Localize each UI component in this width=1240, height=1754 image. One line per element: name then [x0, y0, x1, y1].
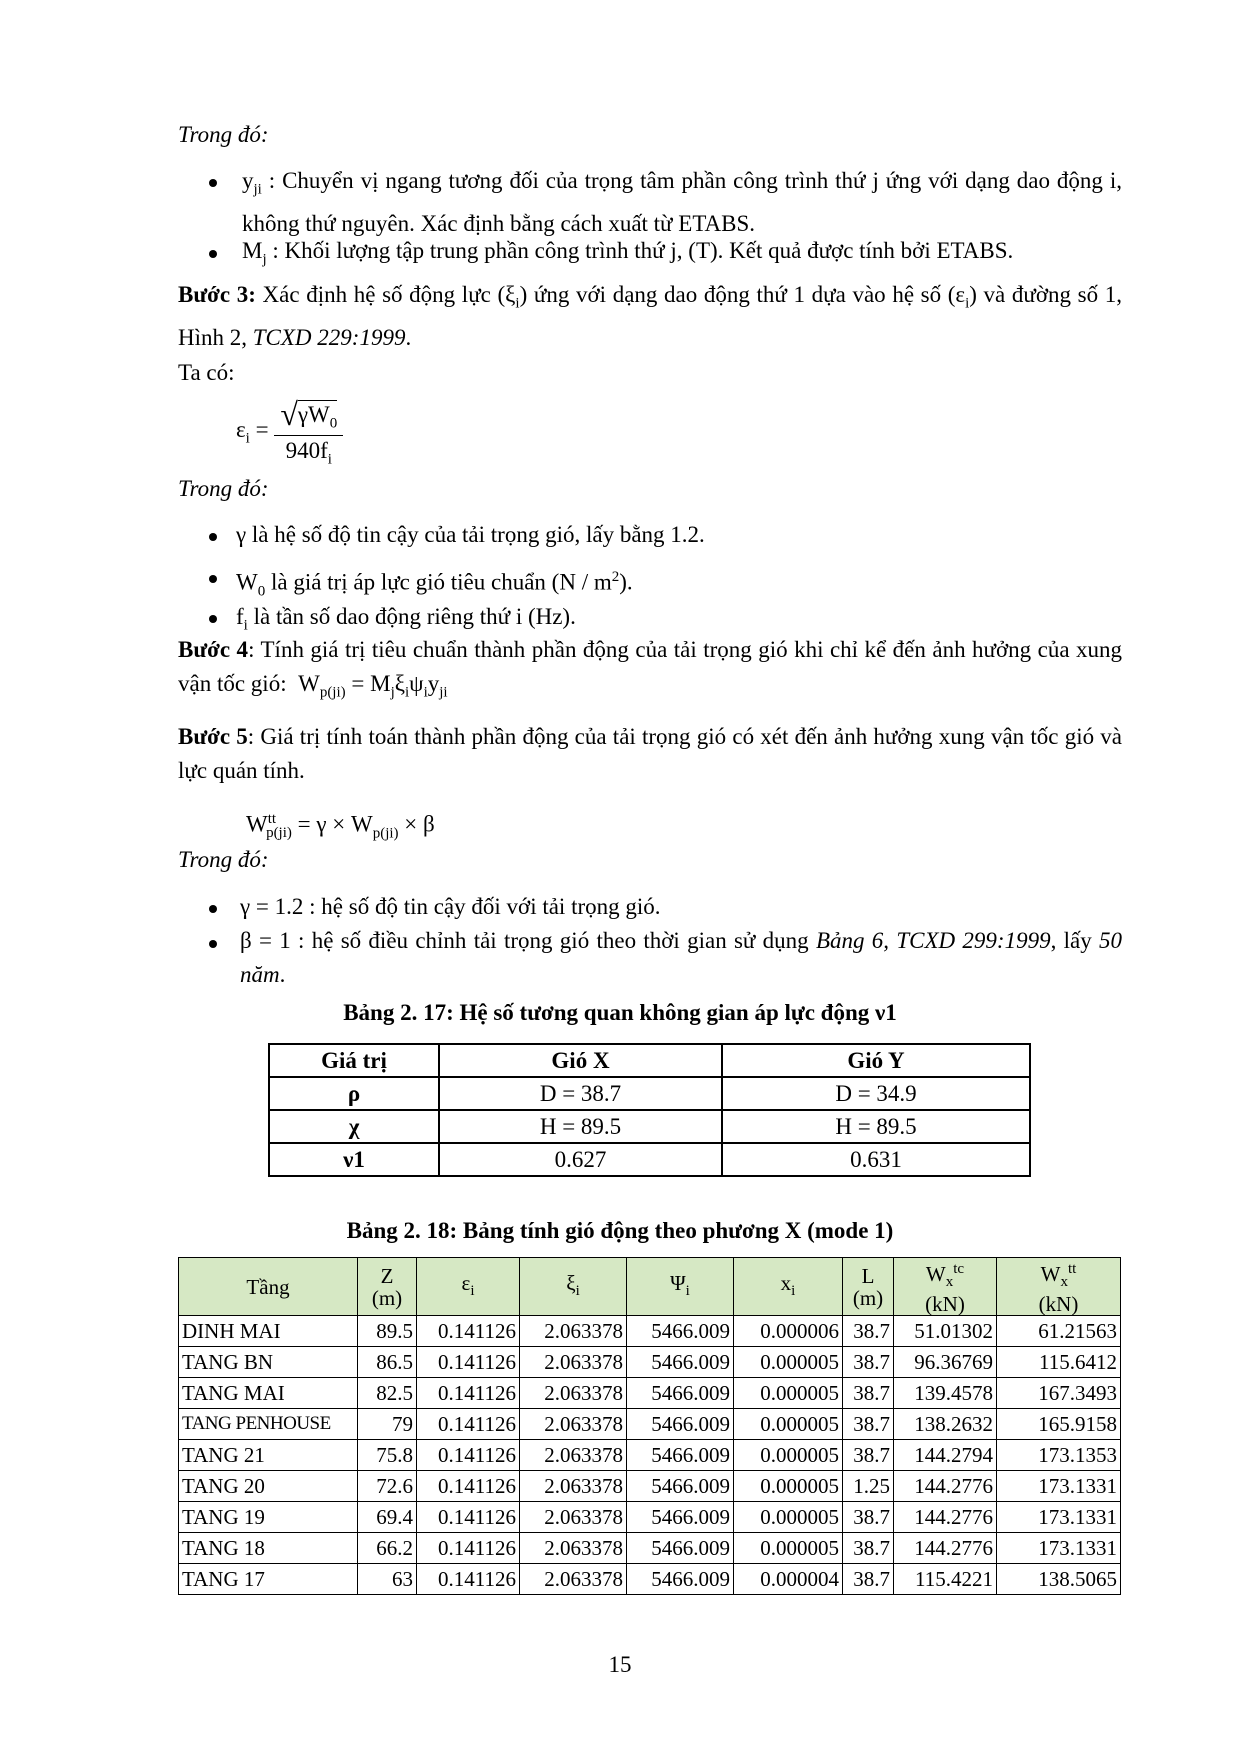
equation-wtt: $W^{tt}_{p(ji)} = \gamma \times W_{p(ji)} \times \beta$: [246, 811, 435, 842]
eq1-lhs-sub: i: [245, 430, 250, 447]
buoc-3-reference: TCXD 229:1999: [252, 324, 406, 350]
table-cell: 165.9158: [997, 1409, 1121, 1440]
eq1-denominator: 940f: [285, 438, 328, 463]
y-description: : Chuyển vị ngang tương đối của trọng tâm phần công trình thứ j ứng với dạng dao động i, không thứ nguyên. Xác định bằng cách xuất từ ETABS.: [242, 168, 1122, 236]
header-tang: Tầng: [179, 1258, 358, 1316]
eq1-fraction: [274, 396, 343, 469]
table-cell: 2.063378: [520, 1409, 627, 1440]
buoc-3-text: ) ứng với dạng dao động thứ 1 dựa vào hệ số (ε: [519, 282, 966, 307]
table-row: [269, 1143, 1030, 1176]
trong-do-heading-3: Trong đó:: [178, 847, 269, 872]
table-cell: 0.141126: [417, 1502, 520, 1533]
table-cell: ρ: [269, 1077, 439, 1110]
table-cell: 38.7: [843, 1409, 894, 1440]
table-cell: 69.4: [358, 1502, 417, 1533]
table-cell: 144.2776: [894, 1533, 997, 1564]
table-cell: 1.25: [843, 1471, 894, 1502]
table-row: [179, 1564, 1121, 1595]
table-cell: 5466.009: [627, 1471, 734, 1502]
header-wtt: $W_x^{tt}$ (kN): [997, 1258, 1121, 1316]
tang-name-cell: DINH MAI: [179, 1316, 358, 1347]
table-cell: 2.063378: [520, 1316, 627, 1347]
header-x: $x_i$: [734, 1258, 843, 1316]
w0-symbol: W: [236, 569, 258, 595]
w0-sub: 0: [257, 583, 266, 600]
table-cell: 0.627: [439, 1143, 722, 1176]
m-description: : Khối lượng tập trung phần công trình thứ j, (T). Kết quả được tính bởi ETABS.: [266, 238, 1014, 263]
tang-name-cell: TANG 21: [179, 1440, 358, 1471]
table-cell: D = 34.9: [722, 1077, 1030, 1110]
table-cell: 5466.009: [627, 1533, 734, 1564]
beta-reference: Bảng 6, TCXD 299:1999: [815, 928, 1051, 953]
table-cell: H = 89.5: [439, 1110, 722, 1143]
table-cell: 0.141126: [417, 1316, 520, 1347]
table-cell: 2.063378: [520, 1502, 627, 1533]
buoc-3-text: .: [405, 324, 412, 350]
table-cell: 138.2632: [894, 1409, 997, 1440]
beta-value: β = 1: [240, 928, 291, 953]
fi-text: là tần số dao động riêng thứ i (Hz).: [247, 604, 576, 629]
trong-do-heading-2: Trong đó:: [178, 476, 269, 501]
w0-text-end: ).: [619, 569, 633, 595]
table-cell: 0.141126: [417, 1564, 520, 1595]
table-cell: 5466.009: [627, 1316, 734, 1347]
header-z: Z (m): [358, 1258, 417, 1316]
bullet-dot: [209, 905, 217, 913]
table-cell: 82.5: [358, 1378, 417, 1409]
bullet-dot: [209, 575, 217, 583]
table-cell: 38.7: [843, 1502, 894, 1533]
table-cell: 173.1353: [997, 1440, 1121, 1471]
tang-name-cell: TANG 17: [179, 1564, 358, 1595]
table-cell: 79: [358, 1409, 417, 1440]
table-cell: 51.01302: [894, 1316, 997, 1347]
table-cell: 5466.009: [627, 1378, 734, 1409]
table-cell: 0.141126: [417, 1347, 520, 1378]
tang-name-cell: TANG BN: [179, 1347, 358, 1378]
table-cell: 5466.009: [627, 1440, 734, 1471]
table-cell: 72.6: [358, 1471, 417, 1502]
table-cell: 2.063378: [520, 1564, 627, 1595]
sqrt-icon: √: [280, 396, 298, 432]
table-cell: 144.2776: [894, 1502, 997, 1533]
table-cell: 173.1331: [997, 1533, 1121, 1564]
header-psi: $\Psi_i$: [627, 1258, 734, 1316]
m-sub: j: [262, 251, 267, 268]
table-cell: 2.063378: [520, 1378, 627, 1409]
table-cell: 38.7: [843, 1347, 894, 1378]
buoc-3-paragraph: [178, 278, 1122, 355]
trong-do-heading-1: Trong đó:: [178, 122, 269, 147]
table-cell: 75.8: [358, 1440, 417, 1471]
table-cell: 2.063378: [520, 1533, 627, 1564]
table-cell: 167.3493: [997, 1378, 1121, 1409]
table-cell: 144.2776: [894, 1471, 997, 1502]
tang-name-cell: TANG 19: [179, 1502, 358, 1533]
table-row: [179, 1316, 1121, 1347]
table-cell: 38.7: [843, 1440, 894, 1471]
bullet-beta: [240, 924, 1122, 992]
w0-sup: 2: [611, 569, 620, 585]
table-cell: 38.7: [843, 1564, 894, 1595]
table-cell: 5466.009: [627, 1409, 734, 1440]
y-sub: ji: [253, 181, 262, 198]
y-symbol: y: [242, 168, 254, 193]
table-cell: 61.21563: [997, 1316, 1121, 1347]
buoc-3-label: Bước 3:: [178, 282, 256, 307]
table-cell: 5466.009: [627, 1347, 734, 1378]
table-cell: 173.1331: [997, 1502, 1121, 1533]
buoc-5-label: Bước 5: [178, 724, 248, 749]
table-header-cell: Giá trị: [269, 1044, 439, 1077]
eq1-equals: =: [249, 417, 275, 442]
table-18-body: [179, 1316, 1121, 1595]
buoc-3-text: ) và đường số 1, Hình 2,: [178, 282, 1123, 350]
table-cell: 0.000005: [734, 1378, 843, 1409]
bullet-gamma: γ là hệ số độ tin cậy của tải trọng gió, lấy bằng 1.2.: [236, 522, 705, 547]
table-cell: 0.000005: [734, 1347, 843, 1378]
table-cell: 5466.009: [627, 1564, 734, 1595]
table-18-caption: Bảng 2. 18: Bảng tính gió động theo phương X (mode 1): [346, 1218, 894, 1243]
buoc-3-text: Xác định hệ số động lực (ξ: [255, 282, 516, 307]
table-cell: 0.000006: [734, 1316, 843, 1347]
table-cell: 89.5: [358, 1316, 417, 1347]
bullet-dot: [209, 615, 217, 623]
table-row: [179, 1409, 1121, 1440]
table-cell: 2.063378: [520, 1347, 627, 1378]
table-row: [179, 1471, 1121, 1502]
buoc-4-text: : Tính giá trị tiêu chuẩn thành phần động của tải trọng gió khi chỉ kể đến ảnh hưởng của xung vận tốc gió:: [178, 637, 1123, 696]
table-17-caption: Bảng 2. 17: Hệ số tương quan không gian áp lực động ν1: [343, 1000, 897, 1025]
tang-name-cell: TANG MAI: [179, 1378, 358, 1409]
bullet-dot: [209, 533, 217, 541]
table-18: [178, 1257, 1121, 1595]
table-cell: 38.7: [843, 1378, 894, 1409]
eps-sub: i: [965, 295, 970, 312]
table-row: [269, 1110, 1030, 1143]
table-cell: 63: [358, 1564, 417, 1595]
fi-symbol: f: [236, 604, 244, 629]
table-row: [179, 1502, 1121, 1533]
table-cell: 0.141126: [417, 1471, 520, 1502]
table-cell: 2.063378: [520, 1440, 627, 1471]
buoc-5-text: : Giá trị tính toán thành phần động của tải trọng gió có xét đến ảnh hưởng xung vận tốc gió và lực quán tính.: [178, 724, 1122, 783]
table-header-row: [179, 1258, 1121, 1316]
table-row: [179, 1440, 1121, 1471]
bullet-dot: [209, 250, 217, 258]
table-cell: 144.2794: [894, 1440, 997, 1471]
gamma-value: γ = 1.2: [240, 894, 304, 919]
table-cell: 0.000005: [734, 1409, 843, 1440]
table-cell: 139.4578: [894, 1378, 997, 1409]
w0-text: là giá trị áp lực gió tiêu chuẩn (N / m: [265, 569, 612, 595]
buoc-4-label: Bước 4: [178, 637, 249, 662]
tang-name-cell: TANG 20: [179, 1471, 358, 1502]
buoc-4-paragraph: [178, 633, 1122, 710]
table-row: [269, 1077, 1030, 1110]
table-cell: 0.141126: [417, 1440, 520, 1471]
buoc-4-equation: $W_{p(ji)} = M_j\xi_i\psi_iy_{ji}$: [298, 671, 448, 701]
table-header-row: [269, 1044, 1030, 1077]
bullet-m-j: [242, 234, 1122, 277]
eq1-denominator-sub: i: [327, 451, 332, 468]
table-cell: 138.5065: [997, 1564, 1121, 1595]
table-cell: 66.2: [358, 1533, 417, 1564]
table-cell: 115.6412: [997, 1347, 1121, 1378]
table-row: [179, 1378, 1121, 1409]
table-cell: 38.7: [843, 1533, 894, 1564]
tang-name-cell: TANG 18: [179, 1533, 358, 1564]
bullet-y-ji: [242, 164, 1122, 241]
m-symbol: M: [242, 238, 263, 263]
tang-name-cell: TANG PENHOUSE: [179, 1409, 358, 1440]
page-number: 15: [608, 1652, 632, 1677]
table-cell: 0.631: [722, 1143, 1030, 1176]
table-cell: 0.000005: [734, 1471, 843, 1502]
bullet-dot: [209, 179, 217, 187]
table-cell: 96.36769: [894, 1347, 997, 1378]
table-cell: ν1: [269, 1143, 439, 1176]
bullet-gamma-12: [240, 890, 661, 924]
table-cell: 0.000005: [734, 1533, 843, 1564]
fi-sub: i: [243, 617, 248, 634]
table-cell: 173.1331: [997, 1471, 1121, 1502]
table-cell: 0.141126: [417, 1409, 520, 1440]
eq1-lhs: ε: [236, 417, 246, 442]
eq1-numerator: γW: [297, 402, 330, 427]
table-cell: D = 38.7: [439, 1077, 722, 1110]
table-cell: 0.141126: [417, 1378, 520, 1409]
bullet-dot: [209, 940, 217, 948]
table-cell: 0.000005: [734, 1502, 843, 1533]
beta-reference: 50 năm: [240, 928, 1122, 987]
table-cell: 2.063378: [520, 1471, 627, 1502]
table-header-cell: Gió X: [439, 1044, 722, 1077]
table-cell: 38.7: [843, 1316, 894, 1347]
eq1-numerator-sub: 0: [329, 415, 338, 432]
equation-epsilon: [236, 396, 343, 469]
table-cell: 0.000004: [734, 1564, 843, 1595]
header-xi: $\xi_i$: [520, 1258, 627, 1316]
table-cell: 0.141126: [417, 1533, 520, 1564]
ta-co-label: Ta có:: [178, 360, 235, 385]
beta-text: .: [279, 962, 286, 987]
header-l: L (m): [843, 1258, 894, 1316]
buoc-5-paragraph: [178, 720, 1122, 788]
xi-sub: i: [515, 295, 520, 312]
table-row: [179, 1533, 1121, 1564]
header-eps: $\varepsilon_i$: [417, 1258, 520, 1316]
gamma-text: : hệ số độ tin cậy đối với tải trọng gió.: [303, 894, 661, 919]
table-cell: 5466.009: [627, 1502, 734, 1533]
table-cell: χ: [269, 1110, 439, 1143]
beta-text: : hệ số điều chỉnh tải trọng gió theo thời gian sử dụng: [290, 928, 816, 953]
table-row: [179, 1347, 1121, 1378]
table-17: [268, 1043, 1031, 1177]
table-header-cell: Gió Y: [722, 1044, 1030, 1077]
header-wtc: $W_x^{tc}$ (kN): [894, 1258, 997, 1316]
beta-text: , lấy: [1050, 928, 1099, 953]
table-cell: 86.5: [358, 1347, 417, 1378]
table-cell: 115.4221: [894, 1564, 997, 1595]
table-cell: H = 89.5: [722, 1110, 1030, 1143]
table-cell: 0.000005: [734, 1440, 843, 1471]
